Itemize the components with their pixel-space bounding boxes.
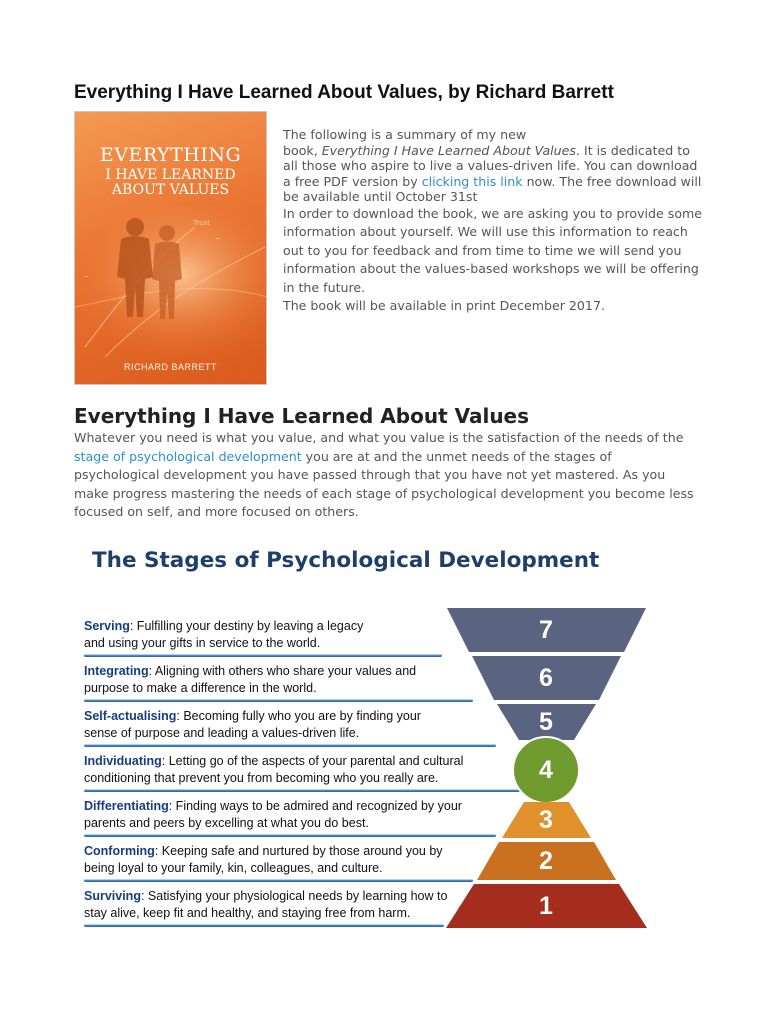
- stage-name: Serving: [84, 619, 130, 633]
- stage-desc-line1: : Fulfilling your destiny by leaving a legacy: [129, 619, 364, 633]
- stage-name: Individuating: [84, 754, 162, 768]
- stage-desc-line2: stay alive, keep fit and healthy, and staying free from harm.: [84, 905, 411, 920]
- section-heading: Everything I Have Learned About Values: [74, 404, 530, 428]
- stage-name: Conforming: [84, 844, 155, 858]
- section-body: Whatever you need is what you value, and what you value is the satisfaction of the needs of the stage of psychological development you are at and the unmet needs of the stages of psychological development you have passed through that you have not yet mastered. As you make progress mastering the needs of each stage of psychological development you become less focused on self, and more focused on others.: [74, 430, 694, 519]
- stage-desc-line2: being loyal to your family, kin, colleagues, and culture.: [84, 860, 383, 875]
- svg-text:~: ~: [215, 235, 221, 243]
- cover-author: RICHARD BARRETT: [123, 362, 217, 372]
- stage-name: Self-actualising: [84, 709, 177, 723]
- stages-hourglass: [84, 546, 654, 936]
- stage-2-number: 2: [539, 847, 553, 875]
- stage-desc-line1: : Aligning with others who share your values and: [148, 664, 417, 678]
- page-title: Everything I Have Learned About Values, by Richard Barrett: [74, 82, 614, 103]
- stage-name: Surviving: [84, 889, 141, 903]
- cover-title-line2: I HAVE LEARNED: [105, 167, 236, 183]
- stage-desc-line2: conditioning that prevent you from becoming who you really are.: [84, 770, 439, 785]
- stage-development-link[interactable]: stage of psychological development: [74, 448, 302, 464]
- stage-desc-line2: parents and peers by excelling at what you do best.: [84, 815, 369, 830]
- stage-desc-line1: : Letting go of the aspects of your parental and cultural: [161, 754, 464, 768]
- stage-desc-line1: : Finding ways to be admired and recognized by your: [168, 799, 462, 813]
- stage-desc-line2: purpose to make a difference in the world.: [84, 680, 317, 695]
- book-cover-image: [74, 111, 267, 385]
- diagram-title: The Stages of Psychological Development: [92, 548, 600, 573]
- stage-name: Differentiating: [84, 799, 169, 813]
- intro-paragraph-1: The following is a summary of my new book, Everything I Have Learned About Values. It is dedicated to all those who aspire to live a values-driven life. You can download a free PDF version by clicking this link now. The free download will be available until October 31st: [283, 127, 702, 204]
- stage-desc-line2: and using your gifts in service to the world.: [84, 635, 321, 650]
- stage-3-number: 3: [539, 806, 553, 834]
- stage-desc-line2: sense of purpose and leading a values-driven life.: [84, 725, 360, 740]
- stage-7-number: 7: [539, 616, 553, 644]
- stage-6-number: 6: [539, 664, 553, 692]
- stages-diagram: [84, 546, 654, 936]
- stage-desc-line1: : Becoming fully who you are by finding your: [176, 709, 421, 723]
- intro-text: [283, 127, 703, 316]
- stage-1-number: 1: [539, 892, 553, 920]
- intro-paragraph-2: In order to download the book, we are asking you to provide some information about yourself. We will use this information to reach out to you for feedback and from time to time we will send you information about the values-based workshops we will be offering in the future.: [283, 205, 703, 295]
- stage-desc-line1: : Keeping safe and nurtured by those around you by: [154, 844, 443, 858]
- stage-5-number: 5: [539, 708, 553, 736]
- stage-desc-line1: : Satisfying your physiological needs by learning how to: [140, 889, 448, 903]
- download-link[interactable]: clicking this link: [421, 173, 523, 189]
- svg-text:~: ~: [83, 273, 89, 281]
- cover-figures-illustration: [75, 207, 267, 357]
- stage-name: Integrating: [84, 664, 149, 678]
- book-title-emphasis: Everything I Have Learned About Values: [321, 142, 576, 158]
- cover-title-line3: ABOUT VALUES: [111, 182, 230, 198]
- cover-word-trust: Trust: [193, 219, 210, 227]
- cover-title-line1: EVERYTHING: [99, 144, 242, 166]
- stage-4-number: 4: [539, 756, 553, 784]
- intro-paragraph-3: The book will be available in print December 2017.: [283, 298, 605, 313]
